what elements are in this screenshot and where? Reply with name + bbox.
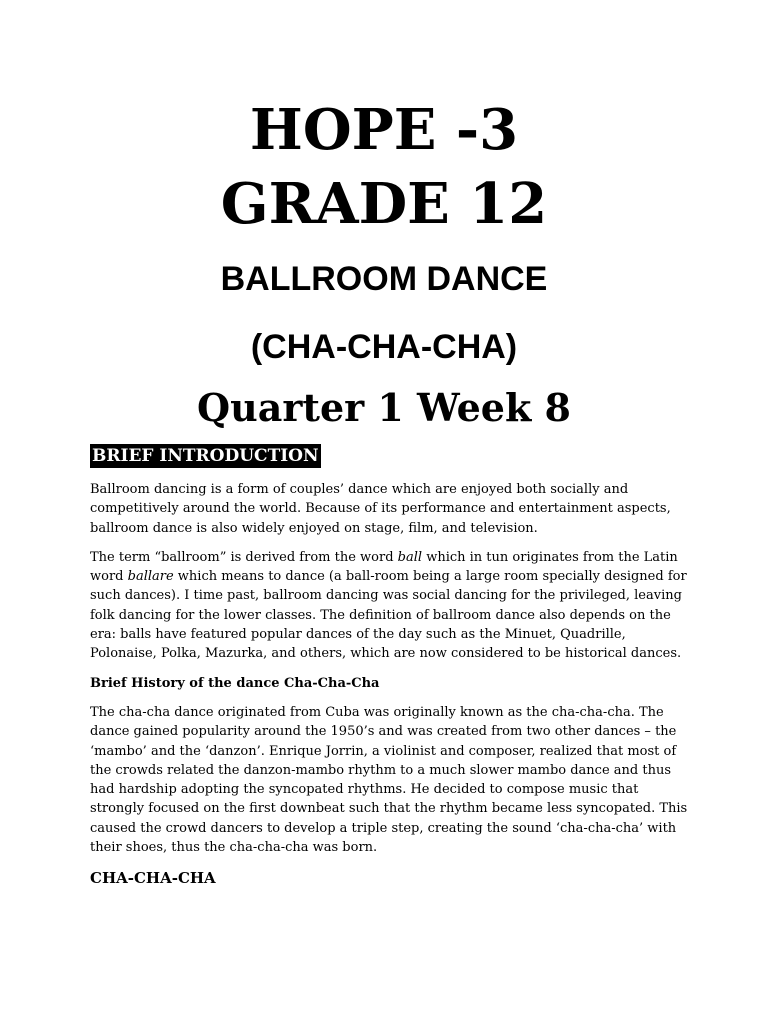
intro-p2-text-a: The term “ballroom” is derived from the word	[90, 549, 398, 565]
intro-p2-text-b: which in tun originates from the Latin word	[90, 549, 678, 585]
title-hope: HOPE -3	[249, 97, 519, 163]
document-body	[90, 444, 690, 889]
intro-section-label: BRIEF INTRODUCTION	[92, 446, 319, 466]
intro-paragraph-2	[90, 548, 690, 664]
title-quarter-week: Quarter 1 Week 8	[197, 385, 571, 430]
history-paragraph: The cha-cha dance originated from Cuba was originally known as the cha-cha-cha. The dance gained popularity around the 1950’s and was created from two other dances – the ‘mambo’ and the ‘danzon’. Enrique Jorrin, a violinist and composer, realized that most of the crowds related the danzon-mambo rhythm to a much slower mambo dance and thus had hardship adopting the syncopated rhythms. He decided to compose music that strongly focused on the first downbeat such that the rhythm became less syncopated. This caused the crowd dancers to develop a triple step, creating the sound ‘cha-cha-cha’ with their shoes, thus the cha-cha-cha was born.	[90, 704, 688, 856]
term-ballare: ballare	[127, 569, 174, 585]
history-heading: Brief History of the dance Cha-Cha-Cha	[90, 675, 380, 691]
intro-p2-text-c: which means to dance (a ball-room being a large room specially designed for such dances). I time past, ballroom dancing was social dancing for the privileged, leaving folk dancing for the lower classes. The definition of ballroom dance also depends on the era: balls have featured popular dances of the day such as the Minuet, Quadrille, Polonaise, Polka, Mazurka, and others, which are now considered to be historical dances.	[90, 569, 687, 662]
cha-cha-cha-heading: CHA-CHA-CHA	[90, 869, 216, 888]
title-grade: GRADE 12	[220, 171, 548, 237]
term-ball: ball	[397, 549, 423, 565]
intro-paragraph-1: Ballroom dancing is a form of couples’ dance which are enjoyed both socially and competitively around the world. Because of its performance and entertainment aspects, ballroom dance is also widely enjoyed on stage, film, and television.	[90, 482, 671, 536]
title-subject: BALLROOM DANCE	[220, 260, 548, 298]
title-variant: (CHA-CHA-CHA)	[250, 328, 518, 366]
